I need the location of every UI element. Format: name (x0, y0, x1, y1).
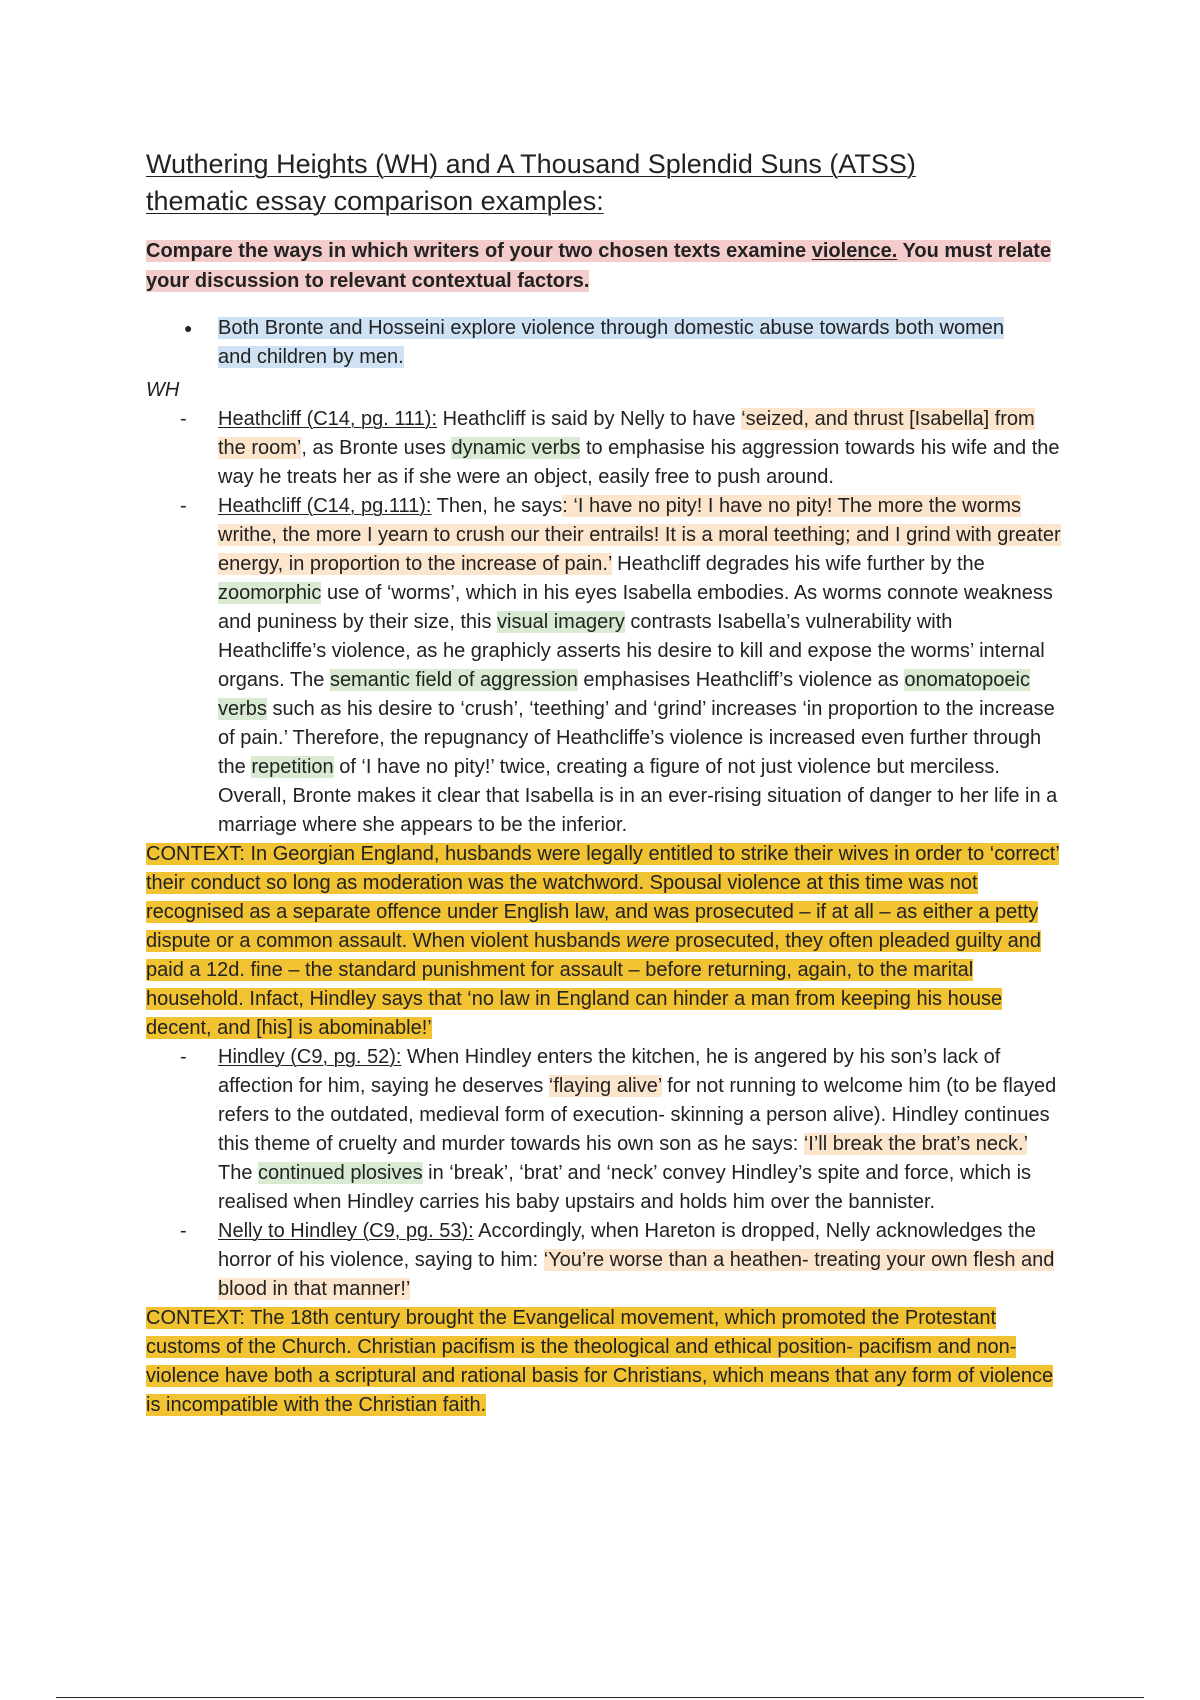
quote: ‘flaying alive’ (548, 1075, 662, 1097)
point-text: emphasises Heathcliff’s violence as (577, 669, 905, 691)
point-reference: Nelly to Hindley (C9, pg. 53): (218, 1220, 474, 1242)
context-highlight (146, 843, 1059, 1039)
context-paragraph-2 (146, 1304, 1066, 1420)
technique: onomatopoeic verbs (218, 669, 1030, 720)
bullet-text: Both Bronte and Hosseini explore violence through domestic abuse towards both women and children by men. (218, 317, 1005, 368)
bullet-item (184, 314, 1066, 372)
dash-icon: - (180, 1220, 187, 1242)
point-reference: Heathcliff (C14, pg. 111): (218, 408, 438, 430)
point-text: in ‘break’, ‘brat’ and ‘neck’ convey Hindley’s spite and force, which is realised when Hindley carries his baby upstairs and holds him over the bannister. (218, 1162, 1032, 1213)
point-hindley (180, 1043, 1066, 1217)
point-text: , as Bronte uses (301, 437, 452, 459)
point-text: When Hindley enters the kitchen, he is angered by his son’s lack of affection for him, saying he deserves (218, 1046, 1001, 1097)
quote: : ‘I have no pity! I have no pity! The more the worms writhe, the more I yearn to crush our their entrails! It is a moral teething; and I grind with greater energy, in proportion to the increase of pain.’ (218, 495, 1061, 575)
technique: zoomorphic (218, 582, 322, 604)
technique: continued plosives (258, 1162, 423, 1184)
point-text: for not running to welcome him (to be flayed refers to the outdated, medieval form of execution- skinning a person alive). Hindley continues this theme of cruelty and murder towards his own son as he says: (218, 1075, 1057, 1155)
quote: ‘You’re worse than a heathen- treating your own flesh and blood in that manner!’ (218, 1249, 1055, 1300)
dash-icon: - (180, 408, 187, 430)
point-nelly (180, 1217, 1066, 1304)
point-text: of ‘I have no pity!’ twice, creating a figure of not just violence but merciless. Overall, Bronte makes it clear that Isabella is in an ever-rising situation of danger to her life in a marriage where she appears to be the inferior. (218, 756, 1058, 836)
section-label-wh: WH (146, 379, 180, 401)
bullet-dot-icon: ● (184, 320, 193, 336)
technique: repetition (251, 756, 334, 778)
context-text: CONTEXT: The 18th century brought the Evangelical movement, which promoted the Protestant customs of the Church. Christian pacifism is the theological and ethical position- pacifism and non-violence have both a scriptural and rational basis for Christians, which means that any form of violence is incompatible with the Christian faith. (146, 1307, 1054, 1416)
point-text: The (218, 1162, 259, 1184)
document-title (146, 146, 1066, 220)
point-text: to emphasise his aggression towards his wife and the way he treats her as if she were an object, easily free to push around. (218, 437, 1060, 488)
point-text: Then, he says (431, 495, 563, 517)
prompt-part-2: You must relate your discussion to relevant contextual factors. (146, 240, 1052, 292)
prompt-part-1: Compare the ways in which writers of your two chosen texts examine (146, 240, 812, 262)
context-text: CONTEXT: In Georgian England, husbands were legally entitled to strike their wives in order to ‘correct’ their conduct so long as moderation was the watchword. Spousal violence at this time was not recognised as a separate offence under English law, and was prosecuted – if at all – as either a petty dispute or a common assault. When violent husbands (146, 843, 1060, 952)
point-text: Heathcliff degrades his wife further by the (611, 553, 985, 575)
context-text: prosecuted, they often pleaded guilty and paid a 12d. fine – the standard punishment for assault – before returning, again, to the marital household. Infact, Hindley says that ‘no law in England can hinder a man from keeping his house decent, and [his] is abominable!’ (146, 930, 1042, 1039)
technique: semantic field of aggression (329, 669, 578, 691)
technique: visual imagery (497, 611, 625, 633)
point-heathcliff-2 (180, 492, 1066, 840)
point-reference: Hindley (C9, pg. 52): (218, 1046, 402, 1068)
point-reference: Heathcliff (C14, pg.111): (218, 495, 432, 517)
title-line-1: Wuthering Heights (WH) and A Thousand Splendid Suns (ATSS) (146, 149, 916, 179)
essay-prompt (146, 236, 1066, 296)
point-text: Accordingly, when Hareton is dropped, Nelly acknowledges the horror of his violence, saying to him: (218, 1220, 1036, 1271)
dash-icon: - (180, 1046, 187, 1068)
quote: ‘seized, and thrust [Isabella] from the room’ (218, 408, 1035, 459)
point-heathcliff-1 (180, 405, 1066, 492)
point-text: contrasts Isabella’s vulnerability with Heathcliffe’s violence, as he graphicly asserts his desire to kill and expose the worms’ internal organs. The (218, 611, 1045, 691)
point-text: such as his desire to ‘crush’, ‘teething’ and ‘grind’ increases ‘in proportion to the increase of pain.’ Therefore, the repugnancy of Heathcliffe’s violence is increased even further through the (218, 698, 1055, 778)
quote: ‘I’ll break the brat’s neck.’ (803, 1133, 1028, 1155)
title-line-2: thematic essay comparison examples: (146, 186, 604, 216)
dash-icon: - (180, 495, 187, 517)
context-emphasis: were (626, 930, 670, 952)
document-page (146, 146, 1066, 1420)
point-text: use of ‘worms’, which in his eyes Isabella embodies. As worms connote weakness and puniness by their size, this (218, 582, 1053, 633)
technique: dynamic verbs (451, 437, 581, 459)
prompt-keyword: violence. (811, 240, 898, 262)
prompt-highlight (146, 240, 1051, 292)
point-text: Heathcliff is said by Nelly to have (437, 408, 742, 430)
context-paragraph-1 (146, 840, 1066, 1043)
page-bottom-rule (56, 1697, 1144, 1698)
